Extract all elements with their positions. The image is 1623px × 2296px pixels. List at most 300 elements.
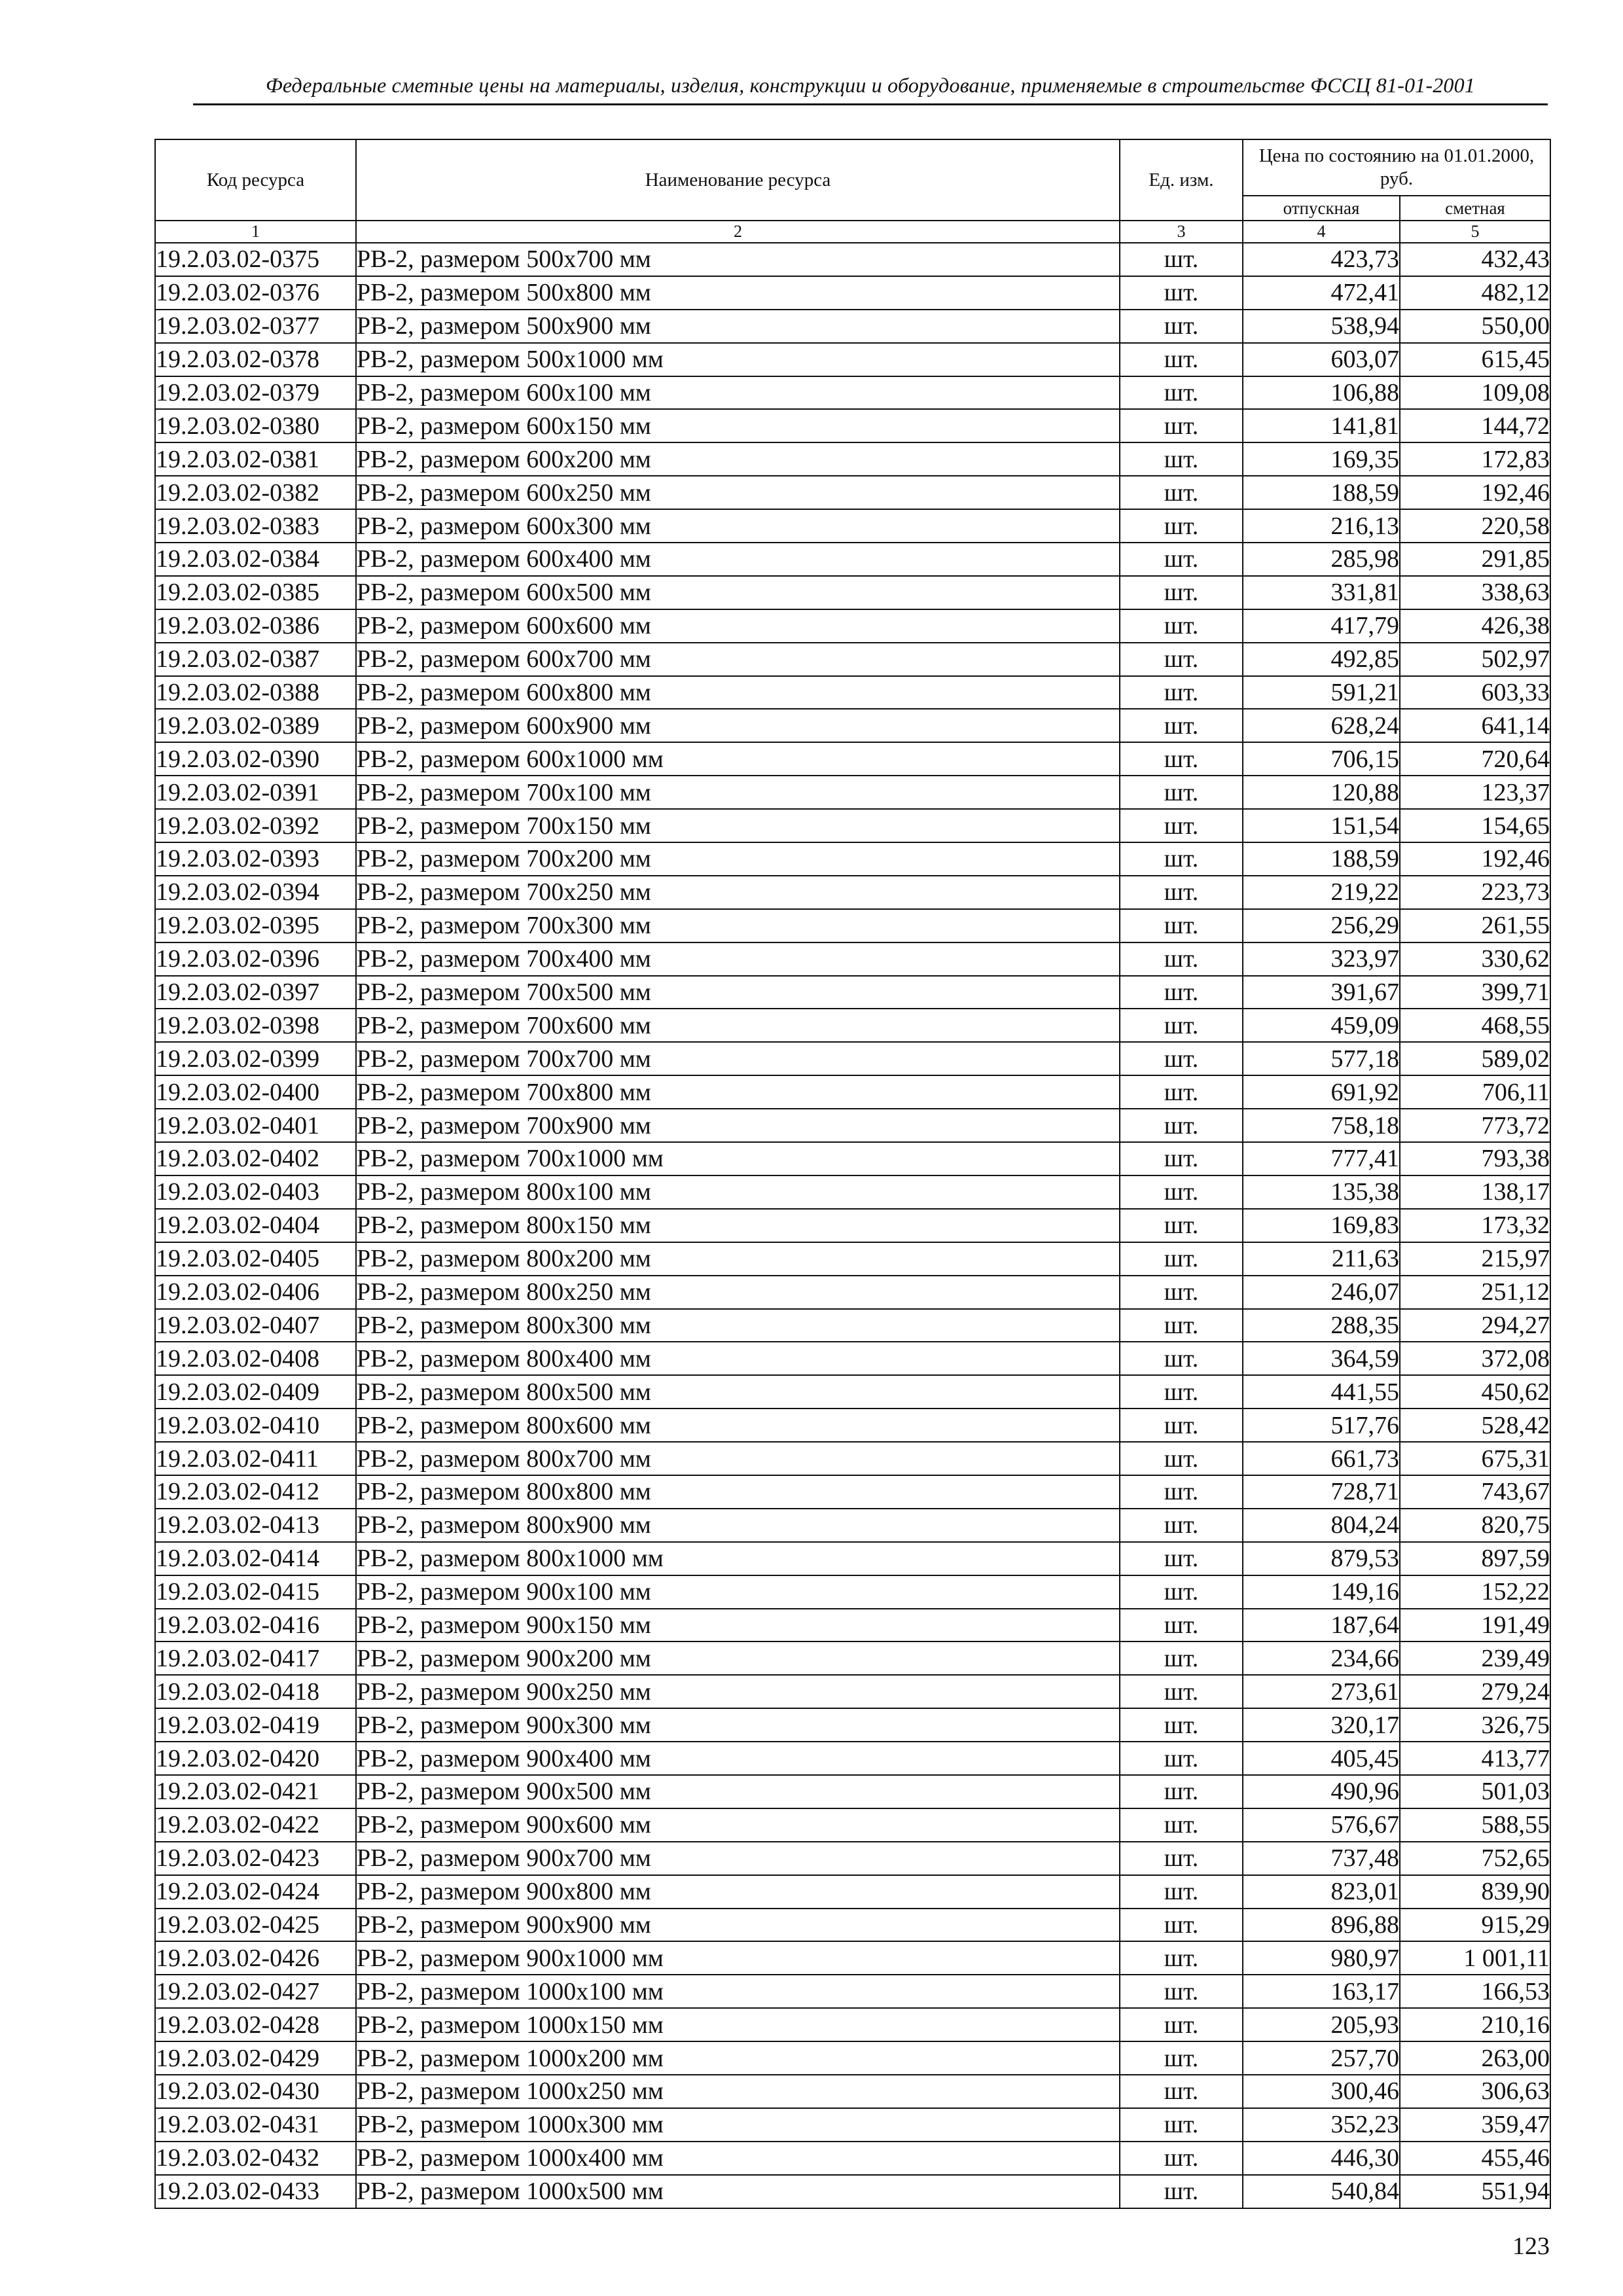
release-price: 804,24: [1243, 1509, 1400, 1542]
table-row: [155, 310, 1550, 343]
resource-code: 19.2.03.02-0397: [155, 976, 356, 1009]
unit-of-measure: шт.: [1120, 1242, 1243, 1276]
resource-name: РВ-2, размером 600х800 мм: [356, 676, 1120, 709]
resource-code: 19.2.03.02-0427: [155, 1975, 356, 2008]
estimate-price: 450,62: [1400, 1375, 1550, 1408]
resource-name: РВ-2, размером 800х900 мм: [356, 1509, 1120, 1542]
table-row: [155, 842, 1550, 876]
resource-name: РВ-2, размером 800х200 мм: [356, 1242, 1120, 1276]
table-row: [155, 1742, 1550, 1775]
column-number: 2: [356, 221, 1120, 243]
column-number: 3: [1120, 221, 1243, 243]
unit-of-measure: шт.: [1120, 1875, 1243, 1909]
estimate-price: 915,29: [1400, 1909, 1550, 1942]
table-row: [155, 1109, 1550, 1142]
table-row: [155, 1175, 1550, 1209]
resource-name: РВ-2, размером 900х1000 мм: [356, 1941, 1120, 1975]
table-row: [155, 942, 1550, 976]
table-row: [155, 1875, 1550, 1909]
resource-code: 19.2.03.02-0425: [155, 1909, 356, 1942]
column-number: 4: [1243, 221, 1400, 243]
release-price: 285,98: [1243, 543, 1400, 576]
table-row: [155, 1575, 1550, 1609]
unit-of-measure: шт.: [1120, 409, 1243, 442]
resource-code: 19.2.03.02-0404: [155, 1209, 356, 1242]
resource-code: 19.2.03.02-0430: [155, 2075, 356, 2108]
estimate-price: 263,00: [1400, 2041, 1550, 2075]
resource-name: РВ-2, размером 1000х150 мм: [356, 2008, 1120, 2041]
unit-of-measure: шт.: [1120, 1641, 1243, 1675]
resource-code: 19.2.03.02-0416: [155, 1609, 356, 1642]
resource-name: РВ-2, размером 900х500 мм: [356, 1775, 1120, 1808]
unit-of-measure: шт.: [1120, 609, 1243, 643]
resource-name: РВ-2, размером 600х400 мм: [356, 543, 1120, 576]
estimate-price: 152,22: [1400, 1575, 1550, 1609]
release-price: 603,07: [1243, 343, 1400, 376]
unit-of-measure: шт.: [1120, 576, 1243, 609]
unit-of-measure: шт.: [1120, 1941, 1243, 1975]
estimate-price: 820,75: [1400, 1509, 1550, 1542]
estimate-price: 294,27: [1400, 1309, 1550, 1342]
table-row: [155, 1775, 1550, 1808]
unit-of-measure: шт.: [1120, 643, 1243, 676]
table-row: [155, 2142, 1550, 2175]
resource-name: РВ-2, размером 700х500 мм: [356, 976, 1120, 1009]
release-price: 405,45: [1243, 1742, 1400, 1775]
resource-code: 19.2.03.02-0391: [155, 776, 356, 809]
resource-code: 19.2.03.02-0382: [155, 476, 356, 509]
resource-code: 19.2.03.02-0408: [155, 1342, 356, 1375]
release-price: 446,30: [1243, 2142, 1400, 2175]
table-row: [155, 2075, 1550, 2108]
estimate-price: 251,12: [1400, 1276, 1550, 1309]
resource-code: 19.2.03.02-0420: [155, 1742, 356, 1775]
table-row: [155, 776, 1550, 809]
resource-code: 19.2.03.02-0403: [155, 1175, 356, 1209]
resource-name: РВ-2, размером 700х300 мм: [356, 909, 1120, 942]
release-price: 323,97: [1243, 942, 1400, 976]
resource-name: РВ-2, размером 900х900 мм: [356, 1909, 1120, 1942]
estimate-price: 399,71: [1400, 976, 1550, 1009]
resource-code: 19.2.03.02-0381: [155, 442, 356, 476]
resource-code: 19.2.03.02-0389: [155, 709, 356, 742]
unit-of-measure: шт.: [1120, 1375, 1243, 1408]
resource-code: 19.2.03.02-0414: [155, 1542, 356, 1575]
resource-code: 19.2.03.02-0378: [155, 343, 356, 376]
estimate-price: 338,63: [1400, 576, 1550, 609]
estimate-price: 220,58: [1400, 509, 1550, 543]
resource-name: РВ-2, размером 600х600 мм: [356, 609, 1120, 643]
resource-code: 19.2.03.02-0396: [155, 942, 356, 976]
unit-of-measure: шт.: [1120, 2008, 1243, 2041]
resource-name: РВ-2, размером 900х300 мм: [356, 1708, 1120, 1742]
estimate-price: 743,67: [1400, 1475, 1550, 1509]
unit-of-measure: шт.: [1120, 909, 1243, 942]
table-row: [155, 1941, 1550, 1975]
table-row: [155, 1375, 1550, 1408]
table-body: [155, 243, 1550, 2208]
table-row: [155, 2108, 1550, 2142]
estimate-price: 1 001,11: [1400, 1941, 1550, 1975]
estimate-price: 839,90: [1400, 1875, 1550, 1909]
unit-of-measure: шт.: [1120, 1442, 1243, 1475]
table-row: [155, 409, 1550, 442]
resource-code: 19.2.03.02-0394: [155, 876, 356, 909]
table-row: [155, 1641, 1550, 1675]
estimate-price: 359,47: [1400, 2108, 1550, 2142]
unit-of-measure: шт.: [1120, 1042, 1243, 1075]
resource-name: РВ-2, размером 800х1000 мм: [356, 1542, 1120, 1575]
release-price: 106,88: [1243, 376, 1400, 410]
resource-code: 19.2.03.02-0411: [155, 1442, 356, 1475]
unit-of-measure: шт.: [1120, 2108, 1243, 2142]
estimate-price: 588,55: [1400, 1808, 1550, 1842]
unit-of-measure: шт.: [1120, 842, 1243, 876]
release-price: 141,81: [1243, 409, 1400, 442]
unit-of-measure: шт.: [1120, 942, 1243, 976]
unit-of-measure: шт.: [1120, 1475, 1243, 1509]
resource-name: РВ-2, размером 800х250 мм: [356, 1276, 1120, 1309]
release-price: 777,41: [1243, 1142, 1400, 1175]
unit-of-measure: шт.: [1120, 809, 1243, 842]
release-price: 187,64: [1243, 1609, 1400, 1642]
unit-of-measure: шт.: [1120, 676, 1243, 709]
resource-name: РВ-2, размером 600х250 мм: [356, 476, 1120, 509]
running-title: Федеральные сметные цены на материалы, изделия, конструкции и оборудование, применяемые в строительстве ФССЦ 81-01-2001: [265, 73, 1476, 97]
resource-code: 19.2.03.02-0393: [155, 842, 356, 876]
estimate-price: 603,33: [1400, 676, 1550, 709]
unit-of-measure: шт.: [1120, 376, 1243, 410]
resource-code: 19.2.03.02-0388: [155, 676, 356, 709]
unit-of-measure: шт.: [1120, 1675, 1243, 1708]
resource-code: 19.2.03.02-0413: [155, 1509, 356, 1542]
column-number: 5: [1400, 221, 1550, 243]
release-price: 538,94: [1243, 310, 1400, 343]
resource-name: РВ-2, размером 700х600 мм: [356, 1009, 1120, 1042]
table-row: [155, 1408, 1550, 1442]
release-price: 517,76: [1243, 1408, 1400, 1442]
unit-of-measure: шт.: [1120, 1742, 1243, 1775]
release-price: 628,24: [1243, 709, 1400, 742]
table-row: [155, 1075, 1550, 1109]
unit-of-measure: шт.: [1120, 442, 1243, 476]
resource-code: 19.2.03.02-0377: [155, 310, 356, 343]
release-price: 441,55: [1243, 1375, 1400, 1408]
unit-of-measure: шт.: [1120, 2175, 1243, 2208]
table-row: [155, 476, 1550, 509]
table-row: [155, 609, 1550, 643]
resource-code: 19.2.03.02-0415: [155, 1575, 356, 1609]
resource-name: РВ-2, размером 900х100 мм: [356, 1575, 1120, 1609]
resource-name: РВ-2, размером 800х800 мм: [356, 1475, 1120, 1509]
unit-of-measure: шт.: [1120, 1142, 1243, 1175]
release-price: 879,53: [1243, 1542, 1400, 1575]
table-row: [155, 909, 1550, 942]
estimate-price: 455,46: [1400, 2142, 1550, 2175]
estimate-price: 239,49: [1400, 1641, 1550, 1675]
estimate-price: 550,00: [1400, 310, 1550, 343]
release-price: 737,48: [1243, 1842, 1400, 1875]
table-row: [155, 509, 1550, 543]
resource-name: РВ-2, размером 500х800 мм: [356, 276, 1120, 310]
resource-name: РВ-2, размером 700х1000 мм: [356, 1142, 1120, 1175]
resource-code: 19.2.03.02-0433: [155, 2175, 356, 2208]
estimate-price: 166,53: [1400, 1975, 1550, 2008]
release-price: 120,88: [1243, 776, 1400, 809]
release-price: 205,93: [1243, 2008, 1400, 2041]
unit-of-measure: шт.: [1120, 1075, 1243, 1109]
release-price: 540,84: [1243, 2175, 1400, 2208]
release-price: 169,83: [1243, 1209, 1400, 1242]
table-row: [155, 1242, 1550, 1276]
resource-code: 19.2.03.02-0428: [155, 2008, 356, 2041]
resource-name: РВ-2, размером 1000х400 мм: [356, 2142, 1120, 2175]
estimate-price: 210,16: [1400, 2008, 1550, 2041]
unit-of-measure: шт.: [1120, 776, 1243, 809]
estimate-price: 551,94: [1400, 2175, 1550, 2208]
table-row: [155, 1609, 1550, 1642]
resource-code: 19.2.03.02-0385: [155, 576, 356, 609]
resource-code: 19.2.03.02-0379: [155, 376, 356, 410]
release-price: 352,23: [1243, 2108, 1400, 2142]
estimate-price: 773,72: [1400, 1109, 1550, 1142]
release-price: 980,97: [1243, 1941, 1400, 1975]
header-price-estimate: сметная: [1400, 196, 1550, 221]
unit-of-measure: шт.: [1120, 310, 1243, 343]
table-row: [155, 1842, 1550, 1875]
unit-of-measure: шт.: [1120, 1708, 1243, 1742]
unit-of-measure: шт.: [1120, 742, 1243, 776]
resource-code: 19.2.03.02-0402: [155, 1142, 356, 1175]
table-row: [155, 1276, 1550, 1309]
release-price: 219,22: [1243, 876, 1400, 909]
header-price: Цена по состоянию на 01.01.2000, руб.: [1243, 139, 1550, 196]
estimate-price: 291,85: [1400, 543, 1550, 576]
resource-code: 19.2.03.02-0421: [155, 1775, 356, 1808]
release-price: 257,70: [1243, 2041, 1400, 2075]
resource-name: РВ-2, размером 900х700 мм: [356, 1842, 1120, 1875]
resource-code: 19.2.03.02-0376: [155, 276, 356, 310]
table-row: [155, 2008, 1550, 2041]
release-price: 246,07: [1243, 1276, 1400, 1309]
header-code: Код ресурса: [155, 139, 356, 221]
table-row: [155, 1708, 1550, 1742]
resource-code: 19.2.03.02-0390: [155, 742, 356, 776]
unit-of-measure: шт.: [1120, 2075, 1243, 2108]
estimate-price: 752,65: [1400, 1842, 1550, 1875]
estimate-price: 223,73: [1400, 876, 1550, 909]
unit-of-measure: шт.: [1120, 976, 1243, 1009]
header-unit: Ед. изм.: [1120, 139, 1243, 221]
estimate-price: 123,37: [1400, 776, 1550, 809]
release-price: 188,59: [1243, 476, 1400, 509]
release-price: 423,73: [1243, 243, 1400, 276]
resource-name: РВ-2, размером 800х300 мм: [356, 1309, 1120, 1342]
table-row: [155, 1309, 1550, 1342]
resource-name: РВ-2, размером 700х700 мм: [356, 1042, 1120, 1075]
release-price: 591,21: [1243, 676, 1400, 709]
resource-name: РВ-2, размером 800х600 мм: [356, 1408, 1120, 1442]
release-price: 728,71: [1243, 1475, 1400, 1509]
estimate-price: 675,31: [1400, 1442, 1550, 1475]
release-price: 706,15: [1243, 742, 1400, 776]
release-price: 331,81: [1243, 576, 1400, 609]
table-row: [155, 809, 1550, 842]
resource-name: РВ-2, размером 700х250 мм: [356, 876, 1120, 909]
estimate-price: 502,97: [1400, 643, 1550, 676]
table-row: [155, 1509, 1550, 1542]
estimate-price: 173,32: [1400, 1209, 1550, 1242]
estimate-price: 192,46: [1400, 842, 1550, 876]
table-row: [155, 1009, 1550, 1042]
table-row: [155, 1042, 1550, 1075]
estimate-price: 144,72: [1400, 409, 1550, 442]
resource-name: РВ-2, размером 600х700 мм: [356, 643, 1120, 676]
resource-name: РВ-2, размером 900х150 мм: [356, 1609, 1120, 1642]
table-row: [155, 1342, 1550, 1375]
resource-code: 19.2.03.02-0429: [155, 2041, 356, 2075]
estimate-price: 279,24: [1400, 1675, 1550, 1708]
resource-name: РВ-2, размером 1000х200 мм: [356, 2041, 1120, 2075]
unit-of-measure: шт.: [1120, 276, 1243, 310]
estimate-price: 192,46: [1400, 476, 1550, 509]
table-row: [155, 976, 1550, 1009]
resource-name: РВ-2, размером 700х400 мм: [356, 942, 1120, 976]
resource-code: 19.2.03.02-0383: [155, 509, 356, 543]
unit-of-measure: шт.: [1120, 709, 1243, 742]
release-price: 135,38: [1243, 1175, 1400, 1209]
release-price: 273,61: [1243, 1675, 1400, 1708]
resource-code: 19.2.03.02-0395: [155, 909, 356, 942]
resource-name: РВ-2, размером 900х600 мм: [356, 1808, 1120, 1842]
table-row: [155, 1909, 1550, 1942]
table-row: [155, 1808, 1550, 1842]
resource-name: РВ-2, размером 600х900 мм: [356, 709, 1120, 742]
resource-code: 19.2.03.02-0426: [155, 1941, 356, 1975]
unit-of-measure: шт.: [1120, 543, 1243, 576]
table-row: [155, 243, 1550, 276]
release-price: 256,29: [1243, 909, 1400, 942]
release-price: 823,01: [1243, 1875, 1400, 1909]
unit-of-measure: шт.: [1120, 1209, 1243, 1242]
estimate-price: 109,08: [1400, 376, 1550, 410]
resource-code: 19.2.03.02-0400: [155, 1075, 356, 1109]
table-row: [155, 442, 1550, 476]
resource-name: РВ-2, размером 600х100 мм: [356, 376, 1120, 410]
resource-name: РВ-2, размером 600х300 мм: [356, 509, 1120, 543]
unit-of-measure: шт.: [1120, 1408, 1243, 1442]
release-price: 576,67: [1243, 1808, 1400, 1842]
release-price: 149,16: [1243, 1575, 1400, 1609]
table-row: [155, 1675, 1550, 1708]
release-price: 216,13: [1243, 509, 1400, 543]
unit-of-measure: шт.: [1120, 1309, 1243, 1342]
table-row: [155, 343, 1550, 376]
unit-of-measure: шт.: [1120, 1009, 1243, 1042]
resource-name: РВ-2, размером 900х400 мм: [356, 1742, 1120, 1775]
resource-code: 19.2.03.02-0398: [155, 1009, 356, 1042]
resource-code: 19.2.03.02-0417: [155, 1641, 356, 1675]
estimate-price: 330,62: [1400, 942, 1550, 976]
estimate-price: 589,02: [1400, 1042, 1550, 1075]
table-row: [155, 576, 1550, 609]
release-price: 691,92: [1243, 1075, 1400, 1109]
table-row: [155, 1209, 1550, 1242]
estimate-price: 172,83: [1400, 442, 1550, 476]
estimate-price: 191,49: [1400, 1609, 1550, 1642]
unit-of-measure: шт.: [1120, 1109, 1243, 1142]
page-number: 123: [1512, 2233, 1550, 2260]
estimate-price: 706,11: [1400, 1075, 1550, 1109]
header-name: Наименование ресурса: [356, 139, 1120, 221]
release-price: 169,35: [1243, 442, 1400, 476]
table-row: [155, 1542, 1550, 1575]
resource-name: РВ-2, размером 500х900 мм: [356, 310, 1120, 343]
unit-of-measure: шт.: [1120, 1542, 1243, 1575]
estimate-price: 897,59: [1400, 1542, 1550, 1575]
estimate-price: 482,12: [1400, 276, 1550, 310]
unit-of-measure: шт.: [1120, 1342, 1243, 1375]
table-row: [155, 1142, 1550, 1175]
estimate-price: 138,17: [1400, 1175, 1550, 1209]
release-price: 417,79: [1243, 609, 1400, 643]
resource-code: 19.2.03.02-0387: [155, 643, 356, 676]
resource-code: 19.2.03.02-0419: [155, 1708, 356, 1742]
unit-of-measure: шт.: [1120, 343, 1243, 376]
table-row: [155, 276, 1550, 310]
release-price: 211,63: [1243, 1242, 1400, 1276]
resource-name: РВ-2, размером 500х1000 мм: [356, 343, 1120, 376]
estimate-price: 426,38: [1400, 609, 1550, 643]
unit-of-measure: шт.: [1120, 1909, 1243, 1942]
estimate-price: 372,08: [1400, 1342, 1550, 1375]
table-row: [155, 742, 1550, 776]
resource-code: 19.2.03.02-0386: [155, 609, 356, 643]
unit-of-measure: шт.: [1120, 876, 1243, 909]
unit-of-measure: шт.: [1120, 1276, 1243, 1309]
estimate-price: 306,63: [1400, 2075, 1550, 2108]
resource-name: РВ-2, размером 900х800 мм: [356, 1875, 1120, 1909]
resource-name: РВ-2, размером 800х150 мм: [356, 1209, 1120, 1242]
estimate-price: 432,43: [1400, 243, 1550, 276]
unit-of-measure: шт.: [1120, 1609, 1243, 1642]
table-row: [155, 2175, 1550, 2208]
release-price: 661,73: [1243, 1442, 1400, 1475]
unit-of-measure: шт.: [1120, 2142, 1243, 2175]
resource-name: РВ-2, размером 700х900 мм: [356, 1109, 1120, 1142]
release-price: 896,88: [1243, 1909, 1400, 1942]
resource-name: РВ-2, размером 900х250 мм: [356, 1675, 1120, 1708]
column-number: 1: [155, 221, 356, 243]
estimate-price: 720,64: [1400, 742, 1550, 776]
price-table: [154, 139, 1551, 2209]
table-row: [155, 709, 1550, 742]
table-row: [155, 1475, 1550, 1509]
table-row: [155, 376, 1550, 410]
resource-name: РВ-2, размером 500х700 мм: [356, 243, 1120, 276]
column-number-row: [155, 221, 1550, 243]
estimate-price: 615,45: [1400, 343, 1550, 376]
estimate-price: 468,55: [1400, 1009, 1550, 1042]
release-price: 163,17: [1243, 1975, 1400, 2008]
estimate-price: 215,97: [1400, 1242, 1550, 1276]
estimate-price: 641,14: [1400, 709, 1550, 742]
unit-of-measure: шт.: [1120, 1975, 1243, 2008]
resource-code: 19.2.03.02-0399: [155, 1042, 356, 1075]
resource-code: 19.2.03.02-0412: [155, 1475, 356, 1509]
resource-name: РВ-2, размером 700х100 мм: [356, 776, 1120, 809]
resource-code: 19.2.03.02-0424: [155, 1875, 356, 1909]
